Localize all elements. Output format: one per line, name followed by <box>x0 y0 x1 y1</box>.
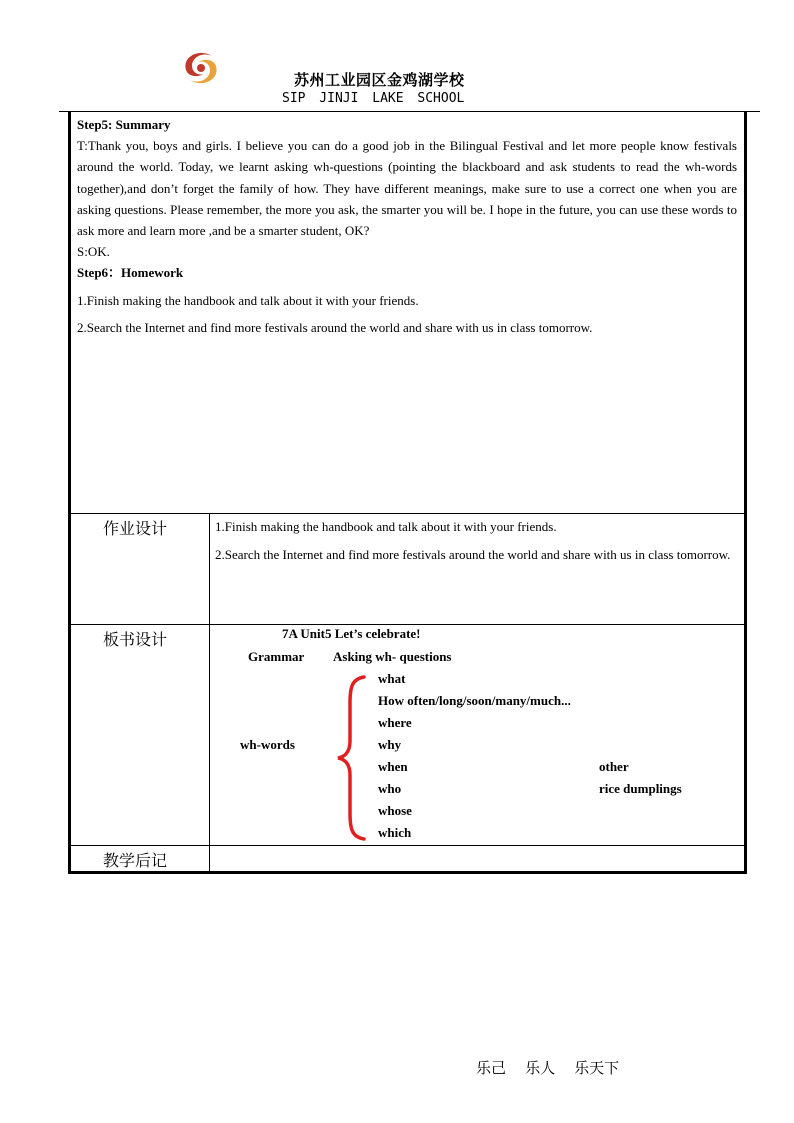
wh-word: whose <box>378 803 412 818</box>
step6-title: Step6：Homework <box>77 265 184 281</box>
wh-word: which <box>378 825 412 840</box>
side-word-other: other <box>599 759 629 774</box>
curly-brace-icon <box>334 673 370 843</box>
homework-design-content <box>215 513 741 569</box>
column-divider <box>209 513 210 871</box>
school-logo-icon <box>178 48 224 88</box>
step5-text: T:Thank you, boys and girls. I believe you can do a good job in the Bilingual Festival and let more people know festivals around the world. Today, we learnt asking wh-questions (pointing the blackboard and ask students to read the wh-words together),and don’t forget the family of how. They have different meanings, make sure to use a correct one when you are asking questions. Please remember, the more you ask, the smarter you will be. I hope in the future, you can use these words to ask more and learn more ,and be a smarter student, OK? <box>77 138 737 239</box>
lesson-procedure <box>77 114 737 341</box>
school-name-chinese: 苏州工业园区金鸡湖学校 <box>294 71 465 89</box>
homework-item-1: 1.Finish making the handbook and talk about it with your friends. <box>77 292 419 308</box>
homework-design-item-1: 1.Finish making the handbook and talk about it with your friends. <box>215 519 557 534</box>
side-word-rice-dumplings: rice dumplings <box>599 781 682 796</box>
student-reply: S:OK. <box>77 244 110 260</box>
wh-words-label: wh-words <box>240 737 295 752</box>
board-subtitle-grammar: Grammar <box>248 649 305 664</box>
row-divider <box>71 624 744 625</box>
wh-word: where <box>378 715 412 730</box>
school-name-english: SIP JINJI LAKE SCHOOL <box>282 91 465 106</box>
homework-item-2: 2.Search the Internet and find more festivals around the world and share with us in class tomorrow. <box>77 319 593 335</box>
homework-design-label: 作业设计 <box>103 519 168 538</box>
step5-title: Step5: Summary <box>77 117 171 132</box>
homework-design-item-2: 2.Search the Internet and find more festivals around the world and share with us in class tomorrow. <box>215 547 731 562</box>
board-title: 7A Unit5 Let’s celebrate! <box>282 626 421 641</box>
footer-motto: 乐己 乐人 乐天下 <box>476 1059 620 1077</box>
wh-word: what <box>378 671 406 686</box>
board-subtitle-asking: Asking wh- questions <box>333 649 452 664</box>
wh-word: when <box>378 759 408 774</box>
row-divider <box>71 845 744 846</box>
board-design-label: 板书设计 <box>103 630 168 649</box>
reflection-label: 教学后记 <box>103 851 168 870</box>
wh-word: who <box>378 781 402 796</box>
wh-word: why <box>378 737 402 752</box>
wh-word: How often/long/soon/many/much... <box>378 693 571 708</box>
